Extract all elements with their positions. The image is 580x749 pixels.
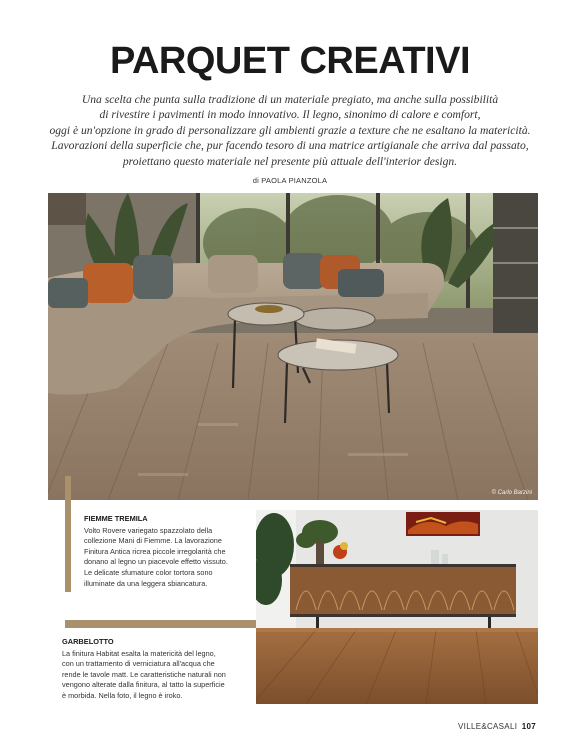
sideboard-illustration — [256, 510, 538, 704]
caption-line: collezione Mani di Fiemme. La lavorazione — [84, 536, 222, 546]
caption-line: con un trattamento di verniciatura all'acqua che — [62, 659, 215, 669]
living-room-illustration — [48, 193, 538, 500]
caption-line: Finitura Antica ricrea piccole irregolarità che — [84, 546, 226, 556]
caption-line: vengono alterate dalla finitura, al tatto la superficie — [62, 680, 225, 690]
caption-title: FIEMME TREMILA — [84, 514, 148, 523]
magazine-name: VILLE&CASALI — [458, 722, 518, 731]
page-title: PARQUET CREATIVI — [109, 40, 471, 82]
divider-rule — [65, 620, 277, 628]
caption-line: è morbida. Nella foto, il legno è iroko. — [62, 690, 183, 700]
intro-line: di rivestire i pavimenti in modo innovativo. Il legno, sinonimo di calore e comfort, — [99, 108, 481, 122]
caption-line: Le delicate sfumature color tortora sono — [84, 567, 213, 577]
intro-line: proiettano questo materiale nel presente più attuale dell'interior design. — [122, 154, 458, 168]
caption-line: Volto Rovere variegato spazzolato della — [84, 525, 213, 535]
photo-credit: © Carlo Barzini — [491, 490, 532, 496]
sideboard-photo — [256, 510, 538, 704]
caption-garbelotto — [62, 637, 254, 702]
intro-line: Lavorazioni della superficie che, pur facendo tesoro di una matrice artigianale che arriva dal passato, — [51, 139, 529, 153]
page-number: 107 — [521, 722, 536, 731]
intro-paragraph — [40, 92, 540, 169]
caption-line: illuminate da una leggera sbiancatura. — [84, 578, 208, 588]
caption-line: donano al legno un piacevole effetto vissuto. — [84, 557, 228, 567]
living-room-photo — [48, 193, 538, 500]
page-footer — [458, 722, 536, 731]
accent-bar — [65, 476, 71, 592]
byline: di PAOLA PIANZOLA — [252, 176, 328, 185]
caption-line: rende le tavole matt. Le caratteristiche naturali non — [62, 669, 226, 679]
caption-title: GARBELOTTO — [62, 637, 114, 646]
caption-line: La finitura Habitat esalta la matericità del legno, — [62, 648, 216, 658]
intro-line: Una scelta che punta sulla tradizione di un materiale pregiato, ma anche sulla possibilità — [81, 93, 499, 106]
intro-line: oggi è un'opzione in grado di personalizzare gli ambienti grazie a texture che ne esaltano la matericità. — [49, 123, 531, 137]
caption-fiemme-tremila — [84, 514, 254, 589]
